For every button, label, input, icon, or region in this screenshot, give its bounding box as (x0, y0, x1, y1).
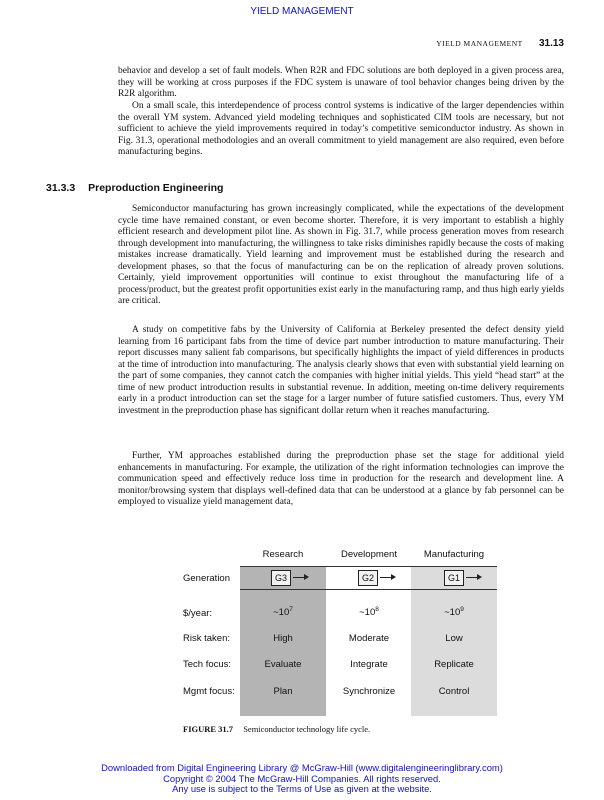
running-head (436, 38, 564, 49)
top-banner-link[interactable]: YIELD MANAGEMENT (250, 6, 354, 17)
cost-exponent: 7 (289, 606, 293, 613)
paragraph-berkeley-study: A study on competitive fabs by the University of California at Berkeley presented the defect density yield learning from 16 participant fabs from the time of device part number introduction to mature manufacturing. Their report discusses many salient fab comparisons, but specifically highlights the impact of yield differences in products at the time of introduction into manufacturing. The analysis clearly shows that even with substantial yield learning on the part of some companies, they cannot catch the companies with higher initial yields. This yield “head start” at the time of new product introduction results in substantial revenue. In addition, meeting on-time delivery requirements early in a product introduction can set the stage for a larger number of future satisfied customers. Thus, every YM investment in the preproduction phase has significant dollar return when it reaches manufacturing. (118, 325, 564, 416)
section-number: 31.3.3 (46, 182, 76, 194)
column-head-manufacturing: Manufacturing (423, 549, 485, 560)
figure-caption-label: FIGURE 31.7 (183, 724, 234, 734)
row-label-mgmt-focus: Mgmt focus: (183, 686, 235, 697)
running-head-title: YIELD MANAGEMENT (436, 39, 523, 48)
generation-box-g1: G1 (444, 570, 464, 586)
row-label-tech-focus: Tech focus: (183, 659, 232, 670)
generation-box-g3: G3 (271, 570, 291, 586)
page-number: 31.13 (538, 38, 564, 49)
tech-focus-manufacturing: Replicate (434, 659, 474, 670)
mgmt-focus-development: Synchronize (342, 686, 396, 697)
footer-terms[interactable]: Any use is subject to the Terms of Use as given at the website. (172, 783, 432, 795)
generation-bottom-rule (240, 589, 497, 590)
section-heading (46, 182, 223, 194)
cost-exponent: 9 (460, 606, 464, 613)
footer-download-link[interactable]: Downloaded from Digital Engineering Library @ McGraw-Hill (www.digitalengineeringlibrary.com) (101, 762, 503, 773)
row-label-generation: Generation (183, 573, 231, 584)
figure-caption-text: Semiconductor technology life cycle. (243, 724, 371, 734)
tech-focus-development: Integrate (350, 659, 388, 670)
generation-arrow-icon (293, 577, 307, 578)
row-label-risk: Risk taken: (183, 633, 230, 644)
footer-copyright[interactable]: Copyright © 2004 The McGraw-Hill Companies. All rights reserved. (163, 772, 441, 784)
row-label-cost: $/year: (183, 608, 213, 619)
paragraph-continuation: behavior and develop a set of fault models. When R2R and FDC solutions are both deployed in a given process area, they will be working at cross purposes if the FDC system is unaware of tool behavior changes being driven by the R2R algorithm. (118, 66, 564, 99)
generation-box-g2: G2 (358, 570, 378, 586)
paragraph-ym-approaches: Further, YM approaches established during the preproduction phase set the stage for additional yield enhancements in manufacturing. For example, the utilization of the right information technologies can improve the communication speed and effectively reduce loss time in production for the research and development line. A monitor/browsing system that displays well-defined data that can be understood at a glance by fab personnel can be employed to visualize yield management data, (118, 451, 564, 507)
cost-base: ~10 (273, 607, 290, 619)
paragraph-semiconductor-manufacturing: Semiconductor manufacturing has grown increasingly complicated, while the expectations of the development cycle time have remained constant, or even become shorter. Therefore, it is very important to establish a highly efficient research and development pilot line. As shown in Fig. 31.7, while process generation moves from research through development into manufacturing, the willingness to take risks diminishes rapidly because the costs of making mistakes increase dramatically. Yield learning and improvement must be established during the research and development phases, so that the focus of manufacturing can be on the replication of already proven solutions. Certainly, yield improvement opportunities will continue to exist throughout the manufacturing life of a process/product, but the greatest profit opportunities exist early in the manufacturing ramp, and thus high early yields are critical. (118, 204, 564, 306)
column-head-development: Development (341, 549, 397, 560)
risk-manufacturing: Low (445, 633, 463, 644)
cost-base: ~10 (444, 607, 461, 619)
risk-research: High (273, 633, 293, 644)
mgmt-focus-research: Plan (273, 686, 293, 697)
cost-manufacturing (411, 606, 497, 618)
generation-arrow-icon (380, 577, 394, 578)
mgmt-focus-manufacturing: Control (438, 686, 470, 697)
generation-arrow-icon (466, 577, 480, 578)
paragraph-interdependence: On a small scale, this interdependence of process control systems is indicative of the larger dependencies within the overall YM system. Advanced yield modeling techniques and sophisticated CIM tools are necessary, but not sufficient to achieve the yield improvements required in today’s competitive semiconductor industry. As shown in Fig. 31.3, operational methodologies and an overall commitment to yield management are also required, even before manufacturing begins. (118, 101, 564, 157)
figure-caption (183, 724, 370, 734)
cost-base: ~10 (359, 607, 376, 619)
cost-exponent: 8 (375, 606, 379, 613)
section-title: Preproduction Engineering (88, 182, 224, 194)
cost-development (326, 606, 412, 618)
generation-top-rule (240, 566, 497, 567)
risk-development: Moderate (348, 633, 390, 644)
cost-research (240, 606, 326, 618)
footer-notice (0, 763, 604, 795)
column-head-research: Research (262, 549, 304, 560)
tech-focus-research: Evaluate (264, 659, 302, 670)
